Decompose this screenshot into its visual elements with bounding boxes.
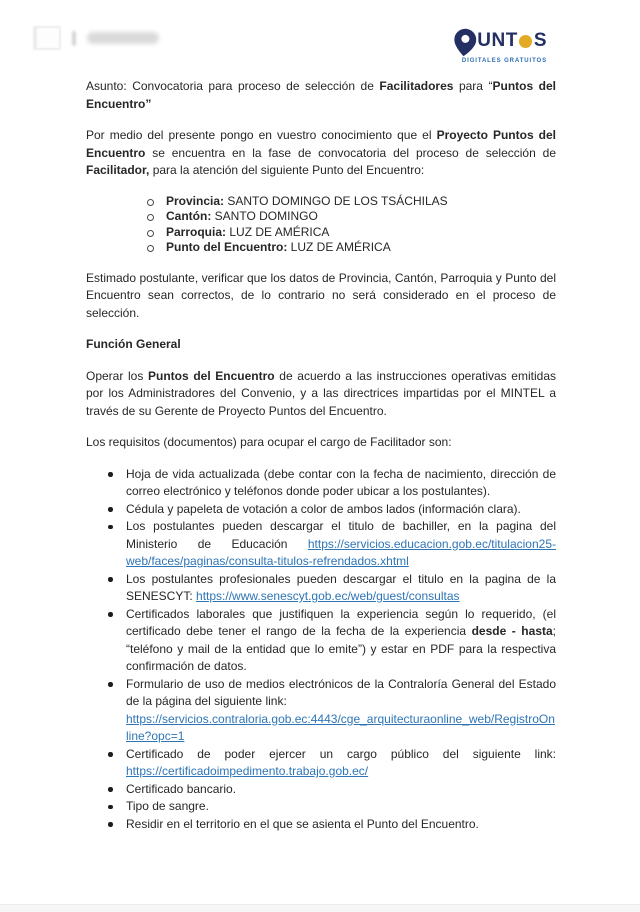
text-run: para “ xyxy=(453,79,493,93)
window-icon xyxy=(33,26,61,50)
logo-letters xyxy=(477,28,547,49)
text-run: de acuerdo a las instrucciones operativas emitidas por los Administradores del Convenio, y a las directrices impartidas por el MINTEL a través de su Gerente de Proyecto Puntos del Encuentro. xyxy=(86,368,556,418)
text-run: Los postulantes pueden descargar el titulo de bachiller, en la pagina del Ministerio de Educación xyxy=(126,519,556,551)
blurred-text-stroke xyxy=(72,31,76,46)
logo-tagline: DIGITALES GRATUITOS xyxy=(461,58,547,64)
disc-bullet-icon xyxy=(108,525,113,530)
list-item xyxy=(86,746,556,781)
list-item xyxy=(86,240,556,256)
text-run: Formulario de uso de medios electrónicos de la Contraloría General del Estado de la página del siguiente link: xyxy=(126,676,556,708)
text-run: LUZ DE AMÉRICA xyxy=(226,224,330,239)
text-run: Certificados laborales que justifiquen la experiencia según lo requerido, (el certificado debe tener el rango de la fecha de la experiencia xyxy=(126,606,556,638)
bold-text: Facilitadores xyxy=(379,79,454,93)
document-body xyxy=(86,78,556,847)
location-list xyxy=(86,194,556,256)
blurred-text-blob xyxy=(87,32,159,44)
text-run: Certificado de poder ejercer un cargo público del siguiente link: xyxy=(126,746,556,761)
text-run: Cédula y papeleta de votación a color de ambos lados (información clara). xyxy=(126,501,521,516)
blurred-watermark xyxy=(33,26,159,50)
bold-text: Cantón: xyxy=(166,209,212,223)
disc-bullet-icon xyxy=(108,682,113,687)
list-item xyxy=(86,798,556,816)
bold-text: Puntos del Encuentro xyxy=(148,368,275,383)
disc-bullet-icon xyxy=(108,472,113,477)
list-item xyxy=(86,781,556,799)
text-run: Residir en el territorio en el que se asienta el Punto del Encuentro. xyxy=(126,816,479,831)
list-item xyxy=(86,676,556,746)
disc-bullet-icon xyxy=(108,752,113,757)
disc-bullet-icon xyxy=(108,577,113,582)
text-run: ; “teléfono y mail de la entidad que lo emite”) y estar en PDF para la respectiva confirmación de datos. xyxy=(126,624,557,673)
text-run: Tipo de sangre. xyxy=(126,799,209,813)
subject-paragraph xyxy=(86,78,556,113)
list-item xyxy=(86,571,556,606)
page-bottom-edge xyxy=(0,904,640,912)
disc-bullet-icon xyxy=(108,822,113,827)
text-run: para la atención del siguiente Punto del Encuentro: xyxy=(149,163,425,177)
disc-bullet-icon xyxy=(108,805,113,810)
bold-text: Proyecto Puntos del Encuentro xyxy=(86,128,557,160)
intro-paragraph xyxy=(86,127,556,180)
text-run: Hoja de vida actualizada (debe contar con la fecha de nacimiento, dirección de correo electrónico y teléfonos donde poder ubicar a los postulantes). xyxy=(126,466,556,498)
text-run: SANTO DOMINGO xyxy=(211,209,318,223)
list-item xyxy=(86,209,556,225)
map-pin-icon xyxy=(453,27,478,58)
disc-bullet-icon xyxy=(108,612,113,617)
list-item xyxy=(86,225,556,241)
text-run: Función General xyxy=(86,337,181,351)
section-heading-funcion-general xyxy=(86,336,556,354)
circle-bullet-icon xyxy=(147,245,154,252)
text-run: SANTO DOMINGO DE LOS TSÁCHILAS xyxy=(224,193,448,208)
circle-bullet-icon xyxy=(147,199,154,206)
text-run: Los postulantes profesionales pueden descargar el titulo en la pagina de la SENESCYT: xyxy=(126,571,556,603)
requirements-list xyxy=(86,466,556,834)
list-item xyxy=(86,501,556,519)
funcion-general-paragraph xyxy=(86,368,556,421)
bold-text: desde - hasta xyxy=(471,624,553,638)
logo-wordmark xyxy=(454,28,547,57)
logo-text-s: S xyxy=(533,30,547,51)
puntos-logo xyxy=(454,28,547,64)
text-run: Certificado bancario. xyxy=(126,781,237,796)
logo-text-unt: UNT xyxy=(477,30,518,51)
list-item xyxy=(86,466,556,501)
disc-bullet-icon xyxy=(108,507,113,512)
list-item xyxy=(86,194,556,210)
list-item xyxy=(86,606,556,676)
bold-text: Facilitador, xyxy=(86,163,150,177)
bold-text: Parroquia: xyxy=(166,224,227,239)
disc-bullet-icon xyxy=(108,787,113,792)
text-run: Por medio del presente pongo en vuestro conocimiento que el xyxy=(86,128,437,142)
document-link[interactable]: https://www.senescyt.gob.ec/web/guest/consultas xyxy=(196,589,460,603)
logo-gold-circle xyxy=(519,35,532,48)
page-header xyxy=(0,0,640,76)
text-run: Operar los xyxy=(86,368,148,383)
circle-bullet-icon xyxy=(147,230,154,237)
text-run: se encuentra en la fase de convocatoria del proceso de selección de xyxy=(145,145,556,160)
document-link[interactable]: https://servicios.contraloria.gob.ec:4443/cge_arquitecturaonline_web/RegistroOnline?opc=1 xyxy=(126,711,555,743)
text-run: LUZ DE AMÉRICA xyxy=(287,240,391,254)
bold-text: Puntos del Encuentro” xyxy=(86,79,556,111)
list-item xyxy=(86,816,556,834)
bold-text: Provincia: xyxy=(166,193,225,208)
text-run: Estimado postulante, verificar que los datos de Provincia, Cantón, Parroquia y Punto del Encuentro sean correctos, de lo contrario no será considerado en el proceso de selección. xyxy=(86,270,556,320)
bold-text: Punto del Encuentro: xyxy=(166,240,288,254)
document-link[interactable]: https://certificadoimpedimento.trabajo.gob.ec/ xyxy=(126,764,369,778)
document-link[interactable]: https://servicios.educacion.gob.ec/titulacion25-web/faces/paginas/consulta-titulos-refrendados.xhtml xyxy=(126,536,556,568)
list-item xyxy=(86,518,556,571)
circle-bullet-icon xyxy=(147,214,154,221)
verification-paragraph xyxy=(86,270,556,323)
requirements-intro-paragraph xyxy=(86,434,556,452)
text-run: Los requisitos (documentos) para ocupar el cargo de Facilitador son: xyxy=(86,435,452,449)
text-run: Asunto: Convocatoria para proceso de selección de xyxy=(86,79,380,93)
